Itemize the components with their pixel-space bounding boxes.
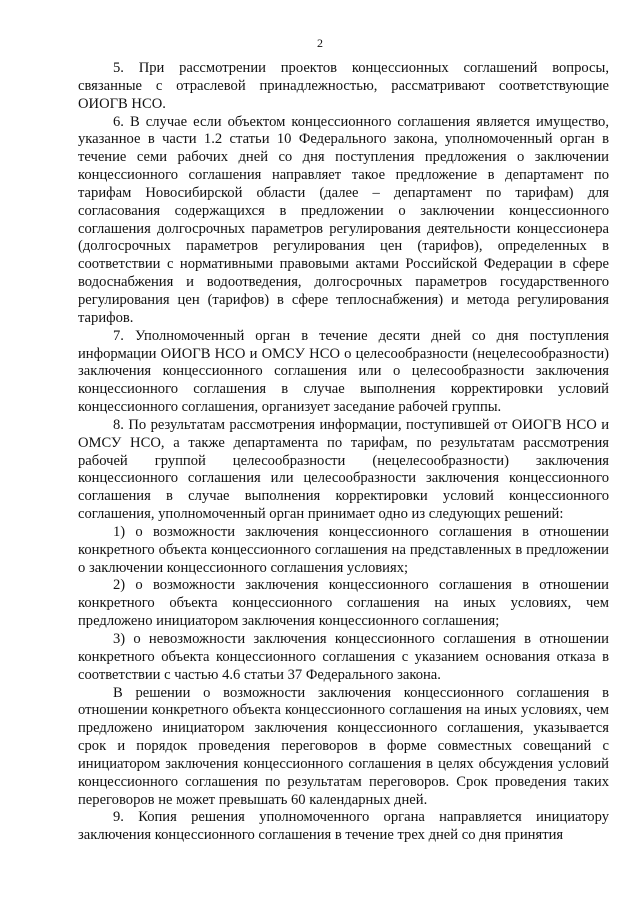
list-item-2: 2) о возможности заключения концессионного соглашения в отношении конкретного объекта концессионного соглашения на иных условиях, чем предложено инициатором заключения концессионного соглашения; — [78, 577, 609, 630]
list-item-1: 1) о возможности заключения концессионного соглашения в отношении конкретного объекта концессионного соглашения на представленных в предложении о заключении концессионного соглашения условиях; — [78, 523, 609, 576]
paragraph-8: 8. По результатам рассмотрения информации, поступившей от ОИОГВ НСО и ОМСУ НСО, а также департамента по тарифам, по результатам рассмотрения рабочей группой целесообразности (нецелесообразности) заключения концессионного соглашения или целесообразности заключения концессионного соглашения в случае выполнения корректировки условий концессионного соглашения, уполномоченный орган принимает одно из следующих решений: — [78, 416, 609, 523]
page-number: 2 — [317, 36, 323, 50]
paragraph-9: 9. Копия решения уполномоченного органа направляется инициатору заключения концессионного соглашения в течение трех дней со дня принятия — [78, 809, 609, 844]
paragraph-5: 5. При рассмотрении проектов концессионных соглашений вопросы, связанные с отраслевой принадлежностью, рассматривают соответствующие ОИОГВ НСО. — [78, 60, 609, 112]
paragraph-negotiations: В решении о возможности заключения концессионного соглашения в отношении конкретного объекта концессионного соглашения на иных условиях, чем предложено инициатором заключения концессионного соглашения, указывается срок и порядок проведения переговоров в форме совместных совещаний с инициатором заключения концессионного соглашения в целях обсуждения условий концессионного соглашения по результатам переговоров. Срок проведения таких переговоров не может превышать 60 календарных дней. — [78, 684, 609, 808]
paragraph-6: 6. В случае если объектом концессионного соглашения является имущество, указанное в части 1.2 статьи 10 Федерального закона, уполномоченный орган в течение семи рабочих дней со дня поступления предложения о заключении концессионного соглашения направляет такое предложение в департамент по тарифам Новосибирской области (далее – департамент по тарифам) для согласования содержащихся в предложении о заключении концессионного соглашения долгосрочных параметров регулирования деятельности концессионера (долгосрочных параметров регулирования цен (тарифов), определенных в соответствии с нормативными правовыми актами Российской Федерации в сфере водоснабжения и водоотведения, долгосрочных параметров государственного регулирования цен (тарифов) в сфере теплоснабжения) и метода регулирования тарифов. — [78, 113, 609, 326]
paragraph-7: 7. Уполномоченный орган в течение десяти дней со дня поступления информации ОИОГВ НСО и ОМСУ НСО о целесообразности (нецелесообразности) заключения концессионного соглашения или о целесообразности заключения концессионного соглашения в случае выполнения корректировки условий концессионного соглашения, организует заседание рабочей группы. — [78, 327, 609, 416]
document-body — [78, 60, 609, 845]
list-item-3: 3) о невозможности заключения концессионного соглашения в отношении конкретного объекта концессионного соглашения с указанием основания отказа в соответствии с частью 4.6 статьи 37 Федерального закона. — [78, 631, 609, 683]
